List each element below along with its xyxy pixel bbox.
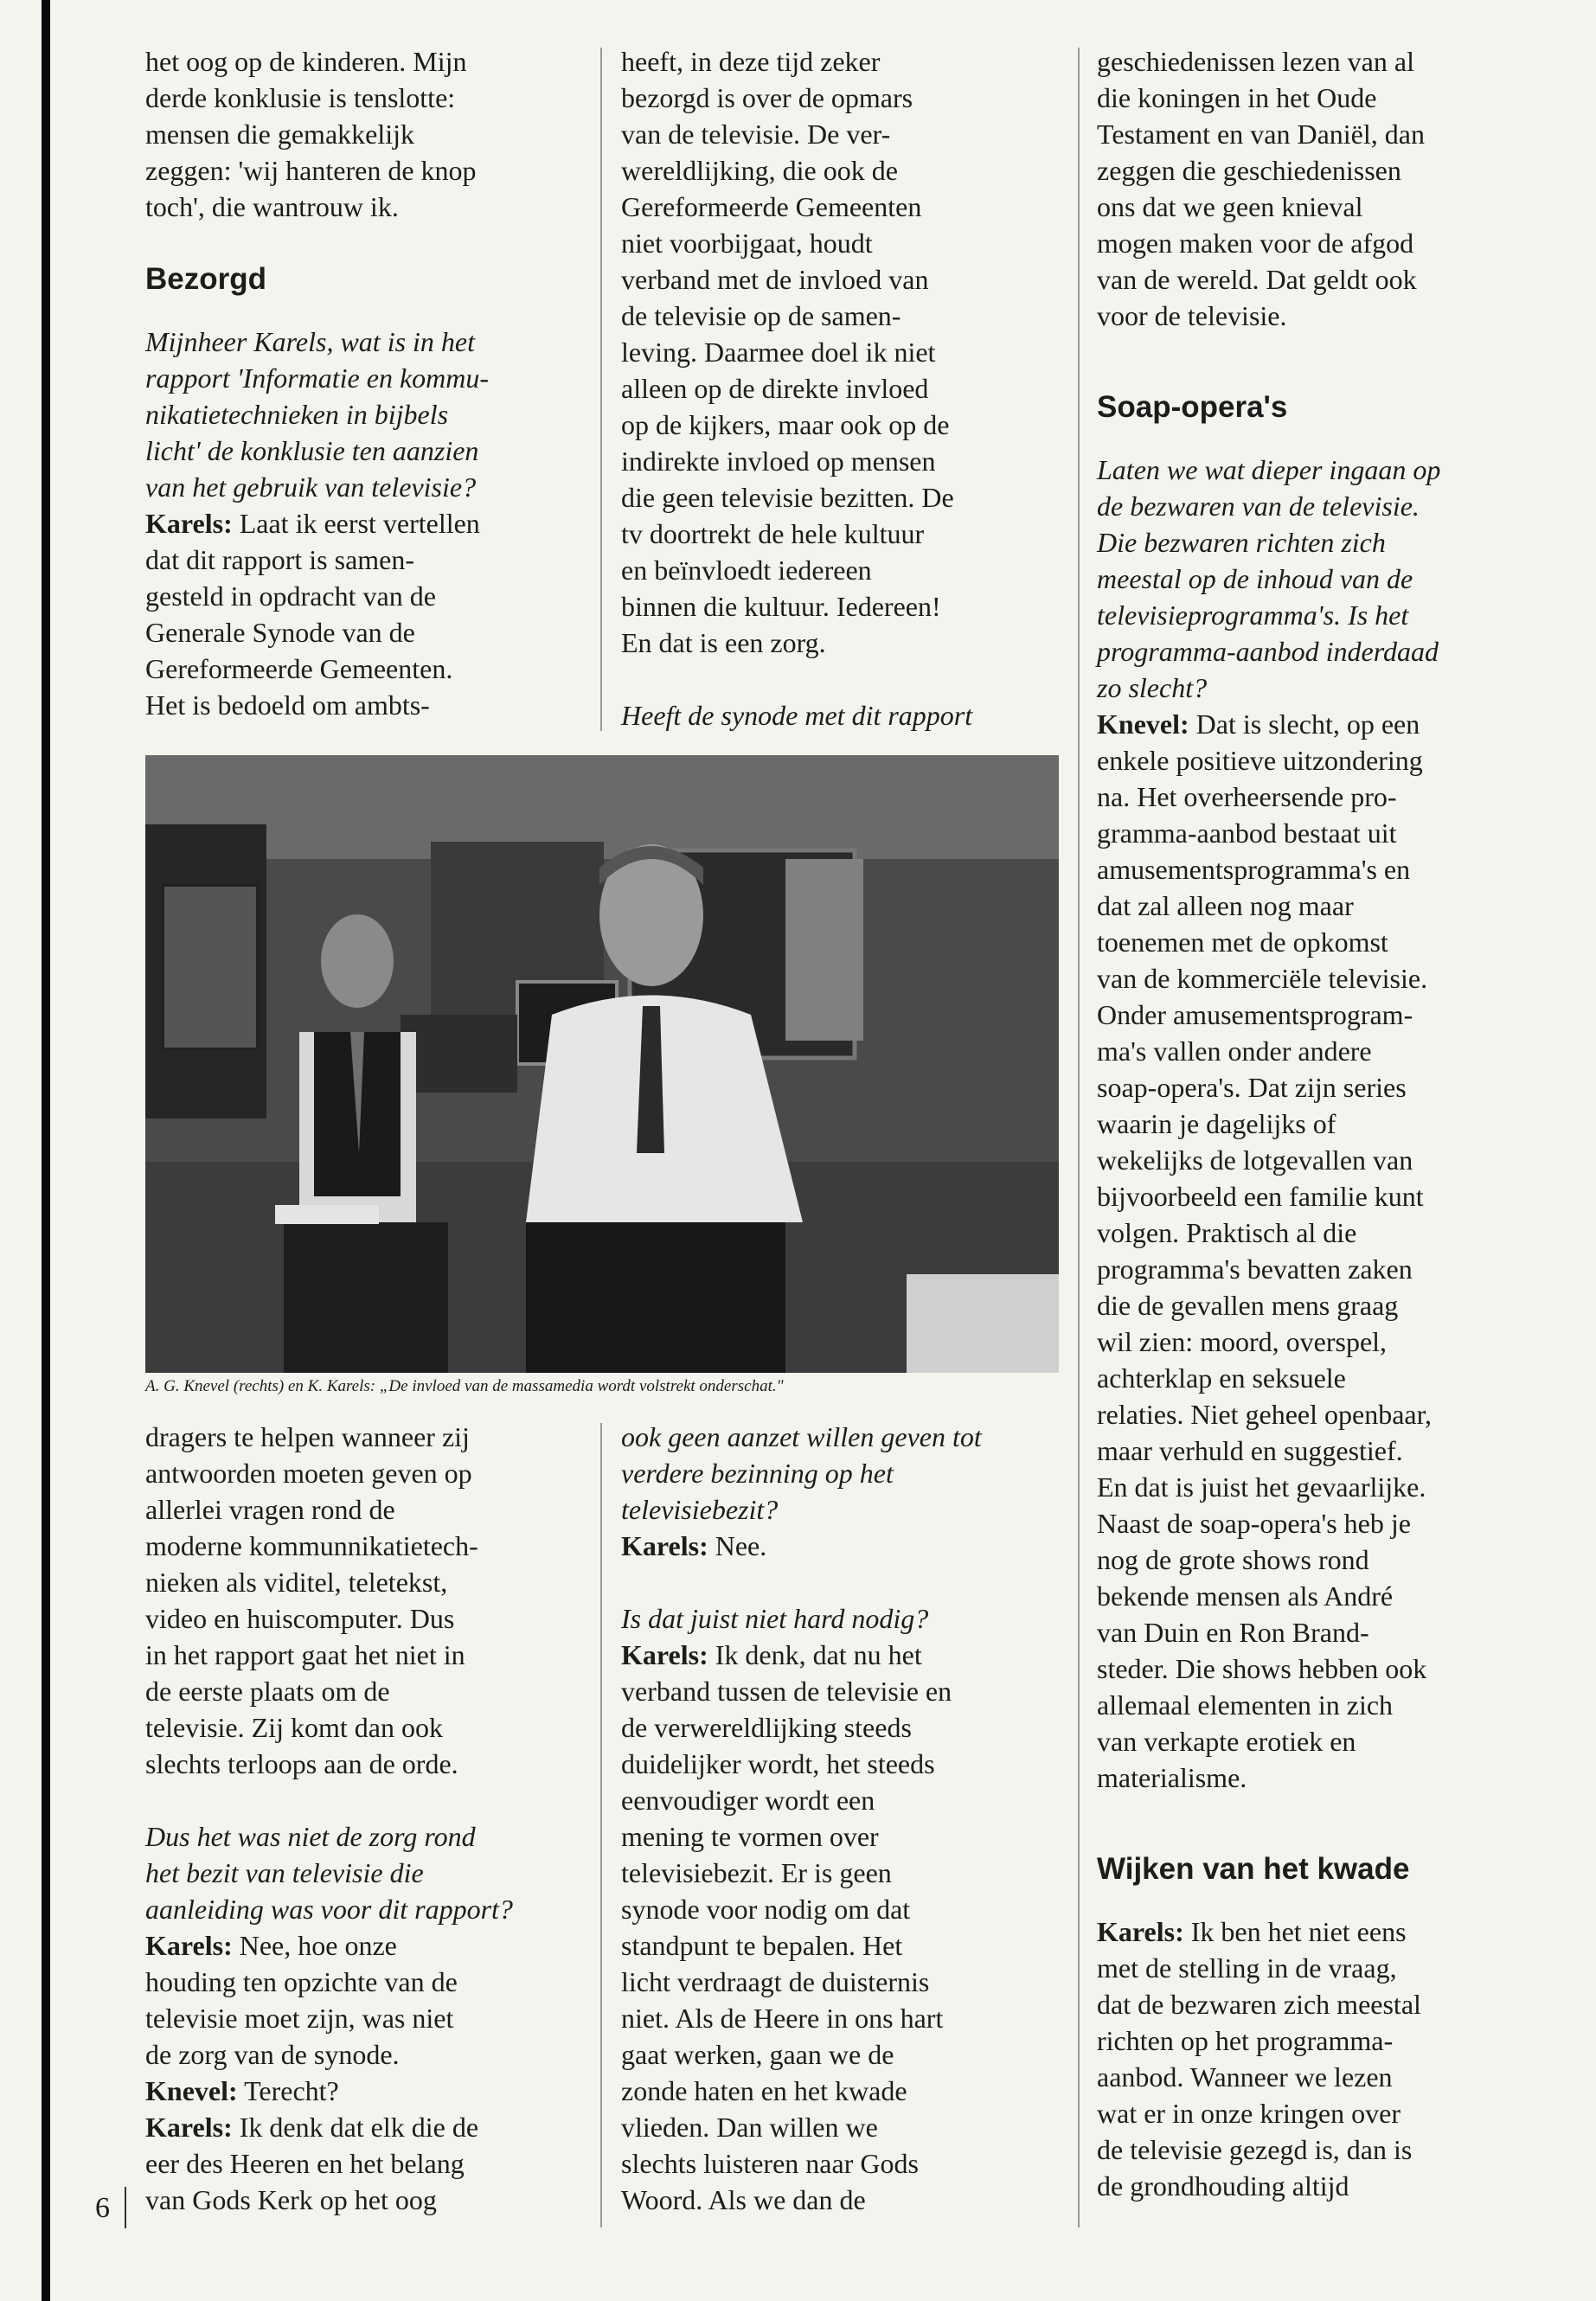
column-rule bbox=[600, 1423, 602, 2227]
text-line: houding ten opzichte van de bbox=[145, 1966, 458, 1997]
text-line: van Gods Kerk op het oog bbox=[145, 2184, 437, 2215]
text-line: richten op het programma- bbox=[1097, 2025, 1394, 2056]
text-line: televisie. Zij komt dan ook bbox=[145, 1712, 443, 1743]
column-2-bottom bbox=[621, 1419, 1062, 2218]
text-line: Nee. bbox=[708, 1530, 767, 1561]
text-line: de grondhouding altijd bbox=[1097, 2170, 1349, 2202]
interview-answer bbox=[1097, 706, 1529, 1796]
column-rule bbox=[600, 48, 602, 731]
text-line: aanleiding was voor dit rapport? bbox=[145, 1894, 513, 1925]
text-line: leving. Daarmee doel ik niet bbox=[621, 336, 936, 368]
text-line: van verkapte erotiek en bbox=[1097, 1726, 1356, 1757]
text-line: programma's bevatten zaken bbox=[1097, 1253, 1413, 1285]
text-line: relaties. Niet geheel openbaar, bbox=[1097, 1399, 1432, 1430]
speaker-label: Karels: bbox=[145, 1930, 233, 1961]
text-line: Ik ben het niet eens bbox=[1183, 1916, 1407, 1947]
text-line: rapport 'Informatie en kommu- bbox=[145, 362, 490, 394]
text-line: soap-opera's. Dat zijn series bbox=[1097, 1072, 1407, 1103]
text-line: voor de televisie. bbox=[1097, 300, 1287, 331]
interview-answer bbox=[1097, 43, 1529, 334]
interview-answer bbox=[621, 1637, 1062, 2218]
text-line: dat zal alleen nog maar bbox=[1097, 890, 1354, 921]
speaker-label: Karels: bbox=[621, 1639, 708, 1670]
text-line: mening te vormen over bbox=[621, 1821, 879, 1852]
text-line: televisieprogramma's. Is het bbox=[1097, 599, 1409, 631]
text-line: mensen die gemakkelijk bbox=[145, 119, 415, 150]
text-line: bijvoorbeeld een familie kunt bbox=[1097, 1181, 1424, 1212]
text-line: van de televisie. De ver- bbox=[621, 119, 891, 150]
text-line: slechts luisteren naar Gods bbox=[621, 2148, 919, 2179]
text-line: toch', die wantrouw ik. bbox=[145, 191, 399, 222]
text-line: duidelijker wordt, het steeds bbox=[621, 1748, 935, 1779]
text-line: zonde haten en het kwade bbox=[621, 2075, 907, 2106]
text-line: binnen die kultuur. Iedereen! bbox=[621, 591, 941, 622]
text-line: wereldlijking, die ook de bbox=[621, 155, 898, 186]
text-line: ons dat we geen knieval bbox=[1097, 191, 1363, 222]
text-line: heeft, in deze tijd zeker bbox=[621, 46, 881, 77]
text-line: bezorgd is over de opmars bbox=[621, 82, 913, 113]
text-line: televisiebezit? bbox=[621, 1494, 779, 1525]
text-line: slechts terloops aan de orde. bbox=[145, 1748, 458, 1779]
text-line: verdere bezinning op het bbox=[621, 1458, 894, 1489]
text-line: niet. Als de Heere in ons hart bbox=[621, 2003, 944, 2034]
text-line: gesteld in opdracht van de bbox=[145, 580, 436, 612]
speaker-label: Karels: bbox=[1097, 1916, 1184, 1947]
text-line: alleen op de direkte invloed bbox=[621, 373, 929, 404]
text-line: Terecht? bbox=[237, 2075, 339, 2106]
column-rule bbox=[1078, 48, 1080, 2227]
interview-answer bbox=[621, 43, 1062, 661]
text-line: standpunt te bepalen. Het bbox=[621, 1930, 903, 1961]
text-line: Het is bedoeld om ambts- bbox=[145, 689, 430, 721]
text-line: dat de bezwaren zich meestal bbox=[1097, 1989, 1421, 2020]
text-line: Naast de soap-opera's heb je bbox=[1097, 1508, 1411, 1539]
text-line: waarin je dagelijks of bbox=[1097, 1108, 1336, 1139]
text-line: nikatietechnieken in bijbels bbox=[145, 399, 449, 430]
text-line: Mijnheer Karels, wat is in het bbox=[145, 326, 476, 357]
text-line: Die bezwaren richten zich bbox=[1097, 527, 1386, 558]
section-heading-wijken: Wijken van het kwade bbox=[1097, 1852, 1410, 1886]
interview-question bbox=[1097, 452, 1529, 706]
text-line: licht verdraagt de duisternis bbox=[621, 1966, 930, 1997]
page-edge bbox=[42, 0, 50, 2301]
text-line: En dat is juist het gevaarlijke. bbox=[1097, 1471, 1426, 1503]
text-line: nieken als viditel, teletekst, bbox=[145, 1567, 448, 1598]
text-line: de zorg van de synode. bbox=[145, 2039, 400, 2070]
interview-answer bbox=[145, 1419, 578, 1782]
text-line: verband tussen de televisie en bbox=[621, 1676, 952, 1707]
text-line: achterklap en seksuele bbox=[1097, 1362, 1346, 1394]
text-line: moderne kommunnikatietech- bbox=[145, 1530, 478, 1561]
text-line: wil zien: moord, overspel, bbox=[1097, 1326, 1388, 1357]
text-line: Ik denk dat elk die de bbox=[232, 2112, 479, 2143]
speaker-label: Knevel: bbox=[145, 2075, 238, 2106]
text-line: van de wereld. Dat geldt ook bbox=[1097, 264, 1417, 295]
text-line: tv doortrekt de hele kultuur bbox=[621, 518, 925, 549]
text-line: met de stelling in de vraag, bbox=[1097, 1952, 1397, 1984]
text-line: na. Het overheersende pro- bbox=[1097, 781, 1397, 812]
text-line: gramma-aanbod bestaat uit bbox=[1097, 817, 1397, 849]
text-line: televisie moet zijn, was niet bbox=[145, 2003, 454, 2034]
text-line: eer des Heeren en het belang bbox=[145, 2148, 465, 2179]
text-line: eenvoudiger wordt een bbox=[621, 1785, 875, 1816]
interview-photo bbox=[145, 755, 1059, 1373]
text-line: Gereformeerde Gemeenten. bbox=[145, 653, 453, 684]
column-3 bbox=[1097, 43, 1529, 2204]
text-line: amusementsprogramma's en bbox=[1097, 854, 1411, 885]
text-line: materialisme. bbox=[1097, 1762, 1247, 1793]
page-number: 6 bbox=[95, 2192, 110, 2224]
text-line: zo slecht? bbox=[1097, 672, 1208, 703]
text-line: antwoorden moeten geven op bbox=[145, 1458, 472, 1489]
text-line: zeggen: 'wij hanteren de knop bbox=[145, 155, 477, 186]
text-line: volgen. Praktisch al die bbox=[1097, 1217, 1357, 1248]
text-line: steder. Die shows hebben ook bbox=[1097, 1653, 1427, 1684]
text-line: ma's vallen onder andere bbox=[1097, 1035, 1372, 1067]
text-line: Dat is slecht, op een bbox=[1189, 708, 1420, 740]
interview-question: Is dat juist niet hard nodig? bbox=[621, 1603, 929, 1634]
text-line: enkele positieve uitzondering bbox=[1097, 745, 1423, 776]
text-line: niet voorbijgaat, houdt bbox=[621, 228, 873, 259]
speaker-label: Karels: bbox=[621, 1530, 708, 1561]
text-line: van het gebruik van televisie? bbox=[145, 471, 477, 503]
text-line: het oog op de kinderen. Mijn bbox=[145, 46, 467, 77]
text-line: synode voor nodig om dat bbox=[621, 1894, 911, 1925]
column-2-top bbox=[621, 43, 1062, 734]
text-line: de televisie gezegd is, dan is bbox=[1097, 2134, 1413, 2165]
text-line: bekende mensen als André bbox=[1097, 1580, 1394, 1612]
text-line: zeggen die geschiedenissen bbox=[1097, 155, 1401, 186]
text-line: En dat is een zorg. bbox=[621, 627, 826, 658]
text-line: Nee, hoe onze bbox=[232, 1930, 397, 1961]
interview-answer bbox=[145, 505, 578, 723]
paragraph bbox=[145, 43, 578, 225]
text-line: Gereformeerde Gemeenten bbox=[621, 191, 922, 222]
text-line: meestal op de inhoud van de bbox=[1097, 563, 1413, 594]
section-heading-soap-operas: Soap-opera's bbox=[1097, 390, 1288, 424]
text-line: Dus het was niet de zorg rond bbox=[145, 1821, 476, 1852]
text-line: de eerste plaats om de bbox=[145, 1676, 390, 1707]
interview-question bbox=[145, 1818, 578, 1927]
text-line: die de gevallen mens graag bbox=[1097, 1290, 1399, 1321]
text-line: toenemen met de opkomst bbox=[1097, 926, 1388, 958]
text-line: wat er in onze kringen over bbox=[1097, 2098, 1401, 2129]
text-line: van Duin en Ron Brand- bbox=[1097, 1617, 1369, 1648]
speaker-label: Karels: bbox=[145, 508, 233, 539]
text-line: Testament en van Daniël, dan bbox=[1097, 119, 1425, 150]
text-line: dragers te helpen wanneer zij bbox=[145, 1421, 470, 1452]
text-line: Generale Synode van de bbox=[145, 617, 415, 648]
text-line: dat dit rapport is samen- bbox=[145, 544, 415, 575]
text-line: maar verhuld en suggestief. bbox=[1097, 1435, 1403, 1466]
text-line: video en huiscomputer. Dus bbox=[145, 1603, 455, 1634]
text-line: nog de grote shows rond bbox=[1097, 1544, 1369, 1575]
text-line: vlieden. Dan willen we bbox=[621, 2112, 878, 2143]
text-line: de verwereldlijking steeds bbox=[621, 1712, 912, 1743]
speaker-label: Knevel: bbox=[1097, 708, 1189, 740]
column-1-top bbox=[145, 43, 578, 723]
text-line: Woord. Als we dan de bbox=[621, 2184, 866, 2215]
text-line: Laten we wat dieper ingaan op bbox=[1097, 454, 1441, 485]
text-line: geschiedenissen lezen van al bbox=[1097, 46, 1414, 77]
text-line: Ik denk, dat nu het bbox=[708, 1639, 922, 1670]
text-line: aanbod. Wanneer we lezen bbox=[1097, 2061, 1393, 2093]
text-line: licht' de konklusie ten aanzien bbox=[145, 435, 479, 466]
text-line: allemaal elementen in zich bbox=[1097, 1689, 1394, 1721]
text-line: indirekte invloed op mensen bbox=[621, 445, 936, 477]
text-line: derde konklusie is tenslotte: bbox=[145, 82, 456, 113]
text-line: allerlei vragen rond de bbox=[145, 1494, 395, 1525]
text-line: ook geen aanzet willen geven tot bbox=[621, 1421, 982, 1452]
page-number-rule bbox=[125, 2187, 126, 2228]
text-line: die geen televisie bezitten. De bbox=[621, 482, 954, 513]
text-line: mogen maken voor de afgod bbox=[1097, 228, 1414, 259]
text-line: de bezwaren van de televisie. bbox=[1097, 490, 1420, 522]
interview-question bbox=[621, 1419, 1062, 1528]
text-line: programma-aanbod inderdaad bbox=[1097, 636, 1439, 667]
text-line: Onder amusementsprogram- bbox=[1097, 999, 1413, 1030]
text-line: en beïnvloedt iedereen bbox=[621, 554, 872, 586]
text-line: wekelijks de lotgevallen van bbox=[1097, 1144, 1413, 1176]
text-line: op de kijkers, maar ook op de bbox=[621, 409, 950, 440]
text-line: van de kommerciële televisie. bbox=[1097, 963, 1428, 994]
text-line: die koningen in het Oude bbox=[1097, 82, 1377, 113]
photo-caption: A. G. Knevel (rechts) en K. Karels: „De invloed van de massamedia wordt volstrekt onderschat." bbox=[145, 1377, 784, 1395]
column-1-bottom bbox=[145, 1419, 578, 2218]
interview-answer bbox=[145, 1927, 578, 2218]
section-heading-bezorgd: Bezorgd bbox=[145, 262, 266, 296]
text-line: het bezit van televisie die bbox=[145, 1857, 424, 1888]
text-line: de televisie op de samen- bbox=[621, 300, 901, 331]
interview-question bbox=[145, 324, 578, 505]
text-line: in het rapport gaat het niet in bbox=[145, 1639, 465, 1670]
speaker-label: Karels: bbox=[145, 2112, 233, 2143]
interview-question: Heeft de synode met dit rapport bbox=[621, 700, 973, 731]
interview-answer bbox=[1097, 1913, 1529, 2204]
text-line: gaat werken, gaan we de bbox=[621, 2039, 894, 2070]
text-line: televisiebezit. Er is geen bbox=[621, 1857, 892, 1888]
text-line: Laat ik eerst vertellen bbox=[232, 508, 480, 539]
text-line: verband met de invloed van bbox=[621, 264, 929, 295]
